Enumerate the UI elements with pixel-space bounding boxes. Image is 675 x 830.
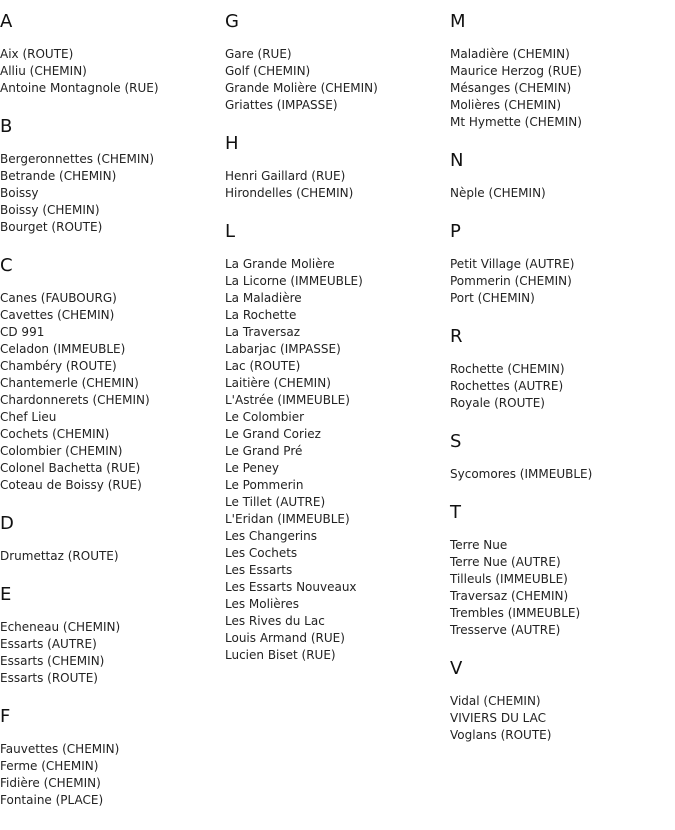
street-item[interactable]: Pommerin (CHEMIN) [450,274,572,288]
street-column-2 [225,12,445,684]
letter-heading: H [225,133,239,154]
street-item[interactable]: Betrande (CHEMIN) [0,169,117,183]
street-item[interactable]: Antoine Montagnole (RUE) [0,81,159,95]
letter-group [0,117,220,236]
street-item[interactable]: Celadon (IMMEUBLE) [0,342,126,356]
street-item[interactable]: Essarts (ROUTE) [0,671,98,685]
street-item[interactable]: Aix (ROUTE) [0,47,74,61]
street-item[interactable]: Traversaz (CHEMIN) [450,589,569,603]
street-item[interactable]: Les Molières [225,597,299,611]
letter-heading: G [225,11,239,32]
letter-group [225,12,445,114]
street-item[interactable]: Chardonnerets (CHEMIN) [0,393,150,407]
street-list [450,361,670,412]
street-item[interactable]: Colonel Bachetta (RUE) [0,461,141,475]
street-item[interactable]: Canes (FAUBOURG) [0,291,117,305]
street-item[interactable]: La Traversaz [225,325,301,339]
street-item[interactable]: Molières (CHEMIN) [450,98,562,112]
street-item[interactable]: CD 991 [0,325,45,339]
letter-heading: N [450,150,464,171]
street-item[interactable]: Vidal (CHEMIN) [450,694,541,708]
street-item[interactable]: Fauvettes (CHEMIN) [0,742,120,756]
street-item[interactable]: Tresserve (AUTRE) [450,623,561,637]
street-item[interactable]: Trembles (IMMEUBLE) [450,606,581,620]
street-item[interactable]: Les Essarts Nouveaux [225,580,357,594]
street-item[interactable]: Coteau de Boissy (RUE) [0,478,142,492]
street-item[interactable]: Bourget (ROUTE) [0,220,103,234]
street-column-3 [450,12,670,764]
street-item[interactable]: Gare (RUE) [225,47,292,61]
street-item[interactable]: L'Astrée (IMMEUBLE) [225,393,350,407]
street-item[interactable]: Mésanges (CHEMIN) [450,81,572,95]
street-item[interactable]: Sycomores (IMMEUBLE) [450,467,593,481]
street-item[interactable]: Labarjac (IMPASSE) [225,342,341,356]
street-item[interactable]: Port (CHEMIN) [450,291,535,305]
letter-heading: C [0,255,13,276]
letter-heading: T [450,502,461,523]
letter-heading: D [0,513,14,534]
street-item[interactable]: Rochette (CHEMIN) [450,362,565,376]
street-column-1 [0,12,220,829]
letter-group [450,432,670,483]
street-item[interactable]: Henri Gaillard (RUE) [225,169,346,183]
street-item[interactable]: Fidière (CHEMIN) [0,776,101,790]
street-list [225,256,445,664]
letter-group [225,134,445,202]
street-item[interactable]: Boissy (CHEMIN) [0,203,100,217]
letter-heading: B [0,116,13,137]
street-item[interactable]: VIVIERS DU LAC [450,711,547,725]
street-item[interactable]: Le Grand Pré [225,444,303,458]
street-item[interactable]: Louis Armand (RUE) [225,631,345,645]
letter-heading: L [225,221,236,242]
street-item[interactable]: Cochets (CHEMIN) [0,427,110,441]
street-list [0,290,220,494]
letter-group [450,327,670,412]
street-item[interactable]: Ferme (CHEMIN) [0,759,99,773]
street-item[interactable]: Essarts (CHEMIN) [0,654,105,668]
letter-group [0,707,220,809]
street-list [0,46,220,97]
street-item[interactable]: Chef Lieu [0,410,57,424]
letter-group [450,151,670,202]
street-item[interactable]: Chantemerle (CHEMIN) [0,376,139,390]
letter-heading: R [450,326,463,347]
letter-heading: M [450,11,466,32]
letter-heading: V [450,658,463,679]
street-item[interactable]: Le Grand Coriez [225,427,321,441]
street-item[interactable]: Terre Nue [450,538,508,552]
street-list [0,151,220,236]
street-item[interactable]: L'Eridan (IMMEUBLE) [225,512,350,526]
street-item[interactable]: Rochettes (AUTRE) [450,379,564,393]
street-item[interactable]: La Grande Molière [225,257,335,271]
letter-heading: F [0,706,11,727]
street-item[interactable]: Colombier (CHEMIN) [0,444,123,458]
street-list [450,185,670,202]
street-list [450,46,670,131]
street-item[interactable]: Les Changerins [225,529,317,543]
letter-group [0,12,220,97]
street-list [225,46,445,114]
street-list [0,548,220,565]
street-list [450,256,670,307]
letter-group [450,659,670,744]
street-item[interactable]: Echeneau (CHEMIN) [0,620,121,634]
letter-group [0,514,220,565]
street-item[interactable]: Voglans (ROUTE) [450,728,552,742]
street-item[interactable]: Le Peney [225,461,279,475]
letter-group [450,503,670,639]
letter-group [0,585,220,687]
street-list [225,168,445,202]
street-item[interactable]: Hirondelles (CHEMIN) [225,186,354,200]
street-item[interactable]: Tilleuls (IMMEUBLE) [450,572,568,586]
street-item[interactable]: Laitière (CHEMIN) [225,376,331,390]
street-item[interactable]: Le Tillet (AUTRE) [225,495,326,509]
street-list [450,693,670,744]
street-item[interactable]: La Licorne (IMMEUBLE) [225,274,363,288]
street-item[interactable]: Essarts (AUTRE) [0,637,97,651]
street-item[interactable]: Cavettes (CHEMIN) [0,308,115,322]
street-item[interactable]: Grande Molière (CHEMIN) [225,81,378,95]
street-list [0,741,220,809]
letter-heading: E [0,584,12,605]
street-item[interactable]: Les Rives du Lac [225,614,325,628]
letter-heading: P [450,221,461,242]
street-item[interactable]: Lucien Biset (RUE) [225,648,336,662]
street-item[interactable]: Terre Nue (AUTRE) [450,555,561,569]
street-item[interactable]: Lac (ROUTE) [225,359,301,373]
street-item[interactable]: Les Essarts [225,563,293,577]
street-item[interactable]: Royale (ROUTE) [450,396,545,410]
street-item[interactable]: Maladière (CHEMIN) [450,47,570,61]
street-list [0,619,220,687]
letter-group [450,222,670,307]
street-item[interactable]: Le Colombier [225,410,305,424]
letter-group [0,256,220,494]
street-item[interactable]: Griattes (IMPASSE) [225,98,338,112]
street-item[interactable]: Chambéry (ROUTE) [0,359,117,373]
street-item[interactable]: La Maladière [225,291,302,305]
street-item[interactable]: Drumettaz (ROUTE) [0,549,119,563]
letter-heading: S [450,431,462,452]
street-item[interactable]: Boissy [0,186,39,200]
letter-heading: A [0,11,13,32]
street-item[interactable]: Les Cochets [225,546,298,560]
street-item[interactable]: Bergeronnettes (CHEMIN) [0,152,155,166]
street-item[interactable]: Nèple (CHEMIN) [450,186,546,200]
street-item[interactable]: Mt Hymette (CHEMIN) [450,115,582,129]
street-item[interactable]: Alliu (CHEMIN) [0,64,87,78]
letter-group [450,12,670,131]
street-item[interactable]: La Rochette [225,308,297,322]
street-list [450,537,670,639]
letter-group [225,222,445,664]
street-item[interactable]: Fontaine (PLACE) [0,793,104,807]
street-item[interactable]: Maurice Herzog (RUE) [450,64,582,78]
street-item[interactable]: Petit Village (AUTRE) [450,257,575,271]
street-item[interactable]: Golf (CHEMIN) [225,64,311,78]
street-list [450,466,670,483]
street-item[interactable]: Le Pommerin [225,478,304,492]
